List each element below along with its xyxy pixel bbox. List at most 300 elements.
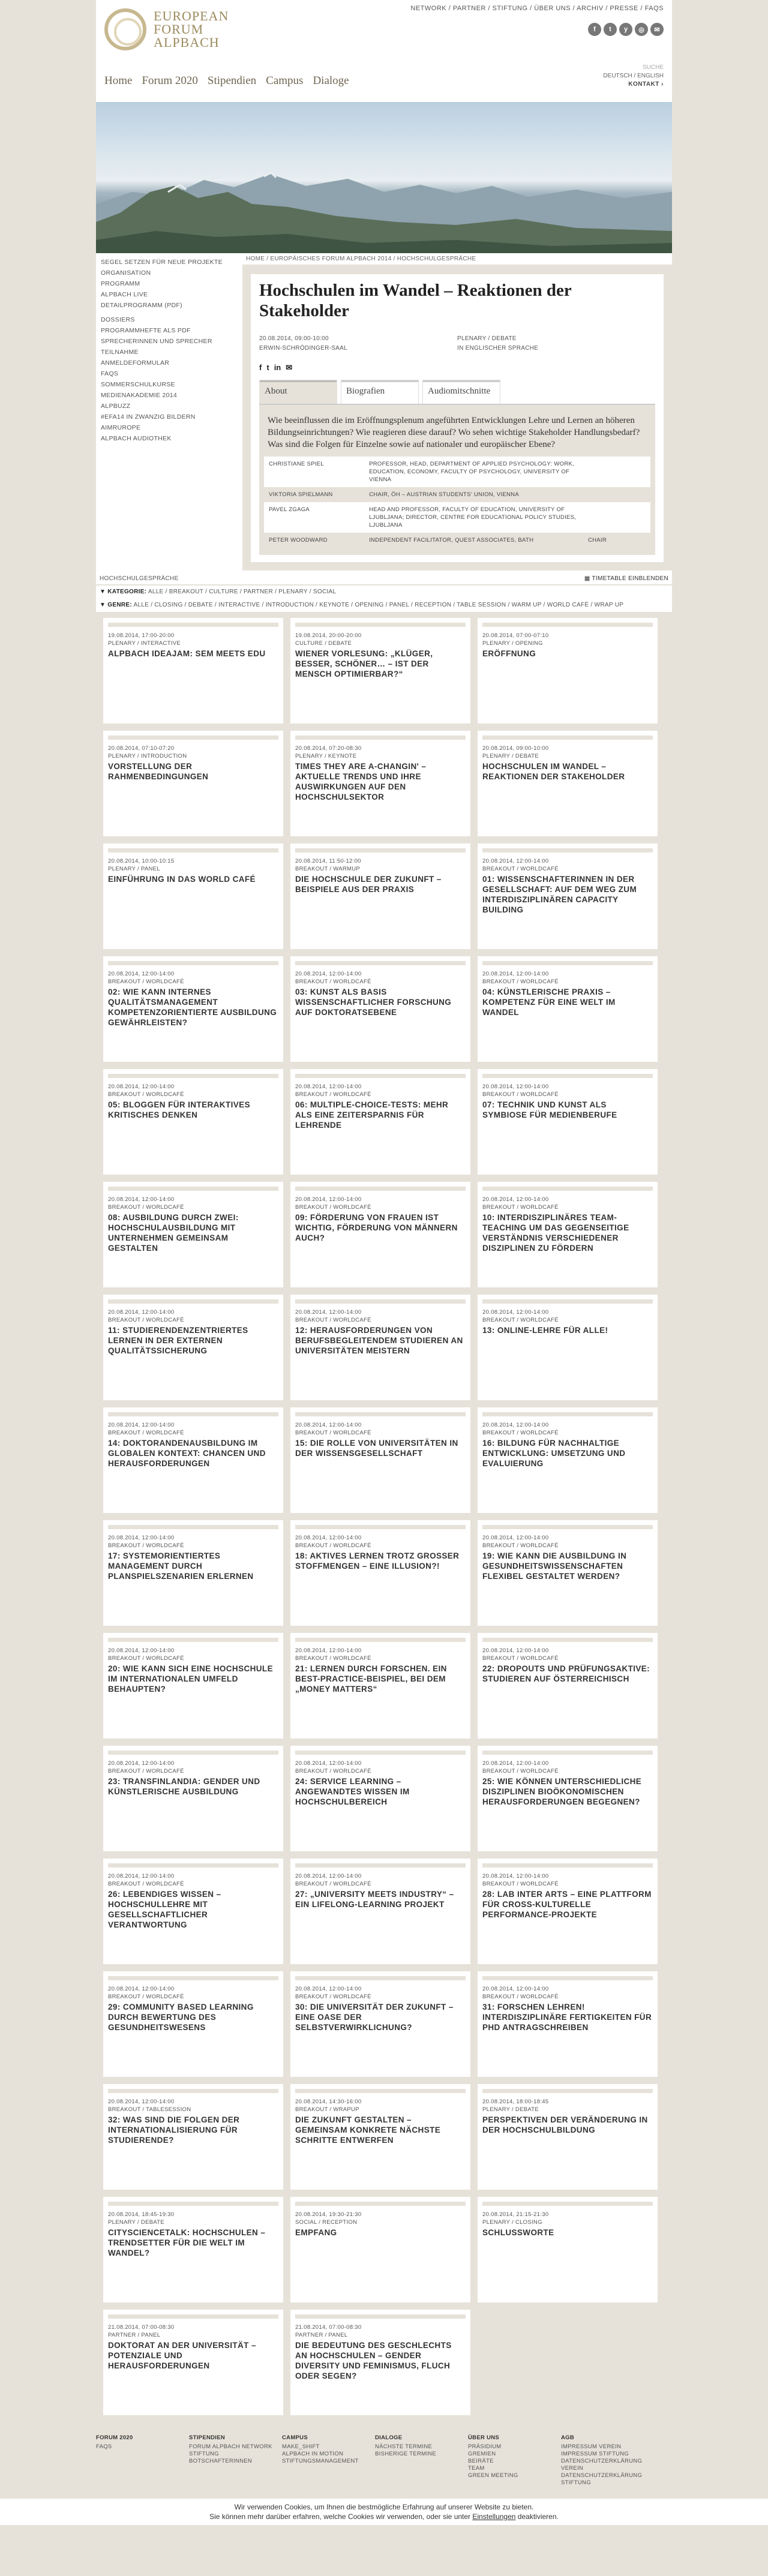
speaker-function	[588, 460, 646, 484]
card-category: BREAKOUT / WORLDCAFÉ	[482, 978, 559, 985]
card-bar	[295, 1412, 466, 1416]
cookie-banner	[0, 2499, 768, 2525]
event-card[interactable]	[103, 1182, 283, 1287]
event-card[interactable]	[478, 618, 658, 723]
card-category: PLENARY / CLOSING	[482, 2219, 542, 2226]
card-title[interactable]: TIMES THEY ARE A-CHANGIN' – AKTUELLE TRENDS UND IHRE AUSWIRKUNGEN AUF DEN HOCHSCHULSEKTOR	[295, 762, 427, 801]
card-title[interactable]: 08: AUSBILDUNG DURCH ZWEI: HOCHSCHULAUSBILDUNG MIT UNTERNEHMEN GEMEINSAM GESTALTEN	[108, 1213, 239, 1253]
card-category: BREAKOUT / WORLDCAFÉ	[295, 1655, 371, 1662]
card-title[interactable]: ERÖFFNUNG	[482, 649, 536, 658]
program-heading: HOCHSCHULGESPRÄCHE	[100, 575, 179, 582]
event-card[interactable]	[478, 1971, 658, 2077]
speaker-row	[264, 502, 650, 533]
event-card[interactable]	[478, 843, 658, 949]
event-question: Wie beeinflussen die im Eröffnungsplenum angeführten Entwicklungen Lehre und Lernen an höheren Bildungseinrichtungen? Wie reagieren diese darauf? Wo sehen wichtige Stakeholder Handlungsbedarf? Was sind die Folgen für Einzelne sowie auf nationaler und europäischer Ebene?	[268, 416, 640, 449]
event-card[interactable]	[478, 956, 658, 1062]
card-time: 20.08.2014, 12:00-14:00	[108, 1647, 175, 1654]
share-bar	[259, 363, 655, 373]
sidenav-item[interactable]: SPRECHERINNEN UND SPRECHER	[101, 338, 212, 345]
speaker-row	[264, 487, 650, 502]
topnav-presse[interactable]: PRESSE	[610, 5, 638, 12]
speaker-name[interactable]: VIKTORIA SPIELMANN	[269, 491, 333, 498]
logo-line-3: ALPBACH	[154, 35, 220, 50]
card-category: PLENARY / INTERACTIVE	[108, 640, 181, 647]
card-bar	[482, 1638, 653, 1642]
footer-heading[interactable]: ÜBER UNS	[468, 2434, 500, 2441]
card-time: 20.08.2014, 12:00-14:00	[482, 1422, 549, 1428]
event-card[interactable]	[103, 1746, 283, 1851]
card-category: BREAKOUT / WORLDCAFÉ	[295, 1881, 371, 1887]
card-title[interactable]: 19: WIE KANN DIE AUSBILDUNG IN GESUNDHEITSWISSENSCHAFTEN FLEXIBEL GESTALTET WERDEN?	[482, 1551, 627, 1581]
speaker-role: PROFESSOR, HEAD, DEPARTMENT OF APPLIED PSYCHOLOGY: WORK, EDUCATION, ECONOMY, FACULTY OF PSYCHOLOGY, UNIVERSITY OF VIENNA	[369, 461, 575, 483]
card-bar	[108, 961, 278, 965]
site-header	[96, 0, 672, 102]
genre-options[interactable]: ALLE / CLOSING / DEBATE / INTERACTIVE / INTRODUCTION / KEYNOTE / OPENING / PANEL / RECEPTION / TABLE SESSION / WARM UP / WORLD CAFÉ / WRAP UP	[133, 602, 624, 608]
card-time: 20.08.2014, 12:00-14:00	[108, 1422, 175, 1428]
event-card[interactable]	[290, 2310, 470, 2415]
event-card[interactable]	[478, 1746, 658, 1851]
sidenav-item[interactable]: PROGRAMMHEFTE ALS PDF	[101, 327, 191, 334]
event-card[interactable]	[478, 1633, 658, 1739]
mainnav-campus[interactable]: Campus	[266, 74, 304, 87]
card-title[interactable]: 01: WISSENSCHAFTERINNEN IN DER GESELLSCHAFT: AUF DEM WEG ZUM INTERDISZIPLINÄREN CAPACITY BUILDING	[482, 875, 637, 914]
footer-column	[189, 2434, 282, 2487]
card-title[interactable]: 04: KÜNSTLERISCHE PRAXIS – KOMPETENZ FÜR EINE WELT IM WANDEL	[482, 987, 616, 1017]
card-bar	[108, 1525, 278, 1529]
footer-heading[interactable]: FORUM 2020	[96, 2434, 133, 2441]
card-category: CULTURE / DEBATE	[295, 640, 352, 647]
card-category: PLENARY / OPENING	[482, 640, 543, 647]
event-card[interactable]	[103, 1069, 283, 1175]
card-bar	[295, 2202, 466, 2206]
event-grid	[96, 612, 672, 2415]
card-title[interactable]: 17: SYSTEMORIENTIERTES MANAGEMENT DURCH PLANSPIELSZENARIEN ERLERNEN	[108, 1551, 254, 1581]
share-twitter-icon[interactable]: t	[266, 363, 269, 372]
card-title[interactable]: 03: KUNST ALS BASIS WISSENSCHAFTLICHER FORSCHUNG AUF DOKTORATSEBENE	[295, 987, 452, 1017]
page-wrapper	[96, 0, 672, 2424]
card-title[interactable]: SCHLUSSWORTE	[482, 2228, 554, 2237]
event-card[interactable]	[103, 2310, 283, 2415]
mainnav-dialoge[interactable]: Dialoge	[313, 74, 349, 87]
card-time: 20.08.2014, 18:00-18:45	[482, 2098, 549, 2105]
card-title[interactable]: 09: FÖRDERUNG VON FRAUEN IST WICHTIG, FÖRDERUNG VON MÄNNERN AUCH?	[295, 1213, 458, 1242]
card-time: 20.08.2014, 09:00-10:00	[482, 745, 549, 752]
card-category: BREAKOUT / WORLDCAFÉ	[295, 1204, 371, 1211]
event-card[interactable]	[290, 1859, 470, 1964]
youtube-icon[interactable]: y	[619, 23, 632, 36]
sidenav-item[interactable]: TEILNAHME	[101, 349, 139, 356]
search-link[interactable]: SUCHE	[642, 64, 664, 71]
card-title[interactable]: 06: MULTIPLE-CHOICE-TESTS: MEHR ALS EINE ZEITERSPARNIS FÜR LEHRENDE	[295, 1100, 449, 1130]
card-title[interactable]: 28: LAB INTER ARTS – EINE PLATTFORM FÜR CROSS-KULTURELLE PERFORMANCE-PROJEKTE	[482, 1890, 652, 1919]
event-card[interactable]	[103, 1859, 283, 1964]
card-category: PARTNER / PANEL	[108, 2332, 161, 2338]
filter-label: GENRE:	[107, 602, 132, 608]
card-time: 20.08.2014, 12:00-14:00	[108, 1309, 175, 1316]
event-article	[251, 274, 664, 562]
logo-line-1: EUROPEAN	[154, 8, 229, 23]
card-category: PLENARY / DEBATE	[108, 2219, 165, 2226]
footer-link[interactable]: PRÄSIDIUM	[468, 2443, 502, 2450]
card-bar	[482, 1525, 653, 1529]
event-card[interactable]	[290, 618, 470, 723]
footer-link[interactable]: FAQS	[96, 2443, 112, 2450]
card-title[interactable]: 23: TRANSFINLANDIA: GENDER UND KÜNSTLERISCHE AUSBILDUNG	[108, 1777, 260, 1796]
event-card[interactable]	[290, 1295, 470, 1400]
share-facebook-icon[interactable]: f	[259, 363, 262, 372]
card-title[interactable]: 21: LERNEN DURCH FORSCHEN. EIN BEST-PRACTICE-BEISPIEL, BEI DEM „MONEY MATTERS“	[295, 1664, 447, 1694]
sidenav-item[interactable]: ANMELDEFORMULAR	[101, 359, 170, 367]
event-card[interactable]	[478, 1520, 658, 1626]
event-card[interactable]	[478, 1069, 658, 1175]
event-card[interactable]	[478, 1182, 658, 1287]
card-title[interactable]: DIE HOCHSCHULE DER ZUKUNFT – BEISPIELE AUS DER PRAXIS	[295, 875, 442, 894]
card-bar	[108, 1299, 278, 1304]
footer-heading[interactable]: STIPENDIEN	[189, 2434, 226, 2441]
card-title[interactable]: 25: WIE KÖNNEN UNTERSCHIEDLICHE DISZIPLINEN BIOÖKONOMISCHEN HERAUSFORDERUNGEN BEGEGNEN?	[482, 1777, 642, 1806]
card-time: 20.08.2014, 12:00-14:00	[295, 1873, 362, 1880]
sidenav-item[interactable]: FAQS	[101, 370, 119, 377]
card-title[interactable]: 07: TECHNIK UND KUNST ALS SYMBIOSE FÜR MEDIENBERUFE	[482, 1100, 617, 1119]
event-card[interactable]	[103, 1971, 283, 2077]
card-category: BREAKOUT / WORLDCAFÉ	[108, 1542, 184, 1549]
event-meta	[259, 334, 655, 353]
mainnav-forum[interactable]: Forum 2020	[142, 74, 198, 87]
sidenav-item[interactable]: DETAILPROGRAMM (PDF)	[101, 302, 182, 309]
card-category: BREAKOUT / WORLDCAFÉ	[108, 1204, 184, 1211]
sidenav-item[interactable]: #EFA14 IN ZWANZIG BILDERN	[101, 413, 196, 421]
card-title[interactable]: CITYSCIENCETALK: HOCHSCHULEN – TRENDSETTER FÜR DIE WELT IM WANDEL?	[108, 2228, 266, 2257]
card-bar	[108, 1863, 278, 1868]
category-options[interactable]: ALLE / BREAKOUT / CULTURE / PARTNER / PLENARY / SOCIAL	[148, 589, 337, 595]
card-bar	[295, 1976, 466, 1980]
card-bar	[482, 1074, 653, 1078]
sidenav-item[interactable]: SEGEL SETZEN FÜR NEUE PROJEKTE	[101, 259, 223, 266]
card-bar	[482, 961, 653, 965]
card-bar	[108, 1187, 278, 1191]
card-time: 19.08.2014, 20:00-20:00	[295, 632, 362, 639]
card-time: 21.08.2014, 07:00-08:30	[108, 2324, 175, 2331]
footer-column	[96, 2434, 189, 2487]
tab-audiomitschnitte[interactable]: Audiomitschnitte	[422, 380, 500, 404]
card-title[interactable]: 14: DOKTORANDENAUSBILDUNG IM GLOBALEN KONTEXT: CHANCEN UND HERAUSFORDERUNGEN	[108, 1439, 266, 1468]
card-category: BREAKOUT / WORLDCAFÉ	[482, 1881, 559, 1887]
sidenav-item[interactable]: PROGRAMM	[101, 280, 140, 287]
event-card[interactable]	[103, 843, 283, 949]
card-bar	[295, 961, 466, 965]
site-footer	[96, 2434, 672, 2499]
card-title[interactable]: DOKTORAT AN DER UNIVERSITÄT – POTENZIALE UND HERAUSFORDERUNGEN	[108, 2341, 256, 2370]
card-time: 20.08.2014, 10:00-10:15	[108, 858, 175, 864]
footer-link[interactable]: STIFTUNG	[189, 2451, 219, 2457]
footer-heading[interactable]: CAMPUS	[282, 2434, 308, 2441]
main-nav	[104, 74, 349, 88]
card-bar	[482, 1299, 653, 1304]
footer-link[interactable]: MAKE_SHIFT	[282, 2443, 320, 2450]
cookie-text-2: Sie können mehr darüber erfahren, welche Cookies wir verwenden, oder sie unter	[209, 2512, 471, 2521]
card-time: 20.08.2014, 07:10-07:20	[108, 745, 175, 752]
event-card[interactable]	[290, 843, 470, 949]
topnav-network[interactable]: NETWORK	[410, 5, 447, 12]
sidenav-item[interactable]: ALPBUZZ	[101, 403, 131, 410]
card-bar	[295, 2089, 466, 2093]
event-card[interactable]	[103, 1407, 283, 1513]
card-category: BREAKOUT / WORLDCAFÉ	[482, 1204, 559, 1211]
card-title[interactable]: VORSTELLUNG DER RAHMENBEDINGUNGEN	[108, 762, 209, 781]
event-card[interactable]	[290, 2197, 470, 2302]
card-time: 20.08.2014, 11:50-12:00	[295, 858, 361, 864]
event-card[interactable]	[103, 1633, 283, 1739]
card-category: SOCIAL / RECEPTION	[295, 2219, 358, 2226]
card-category: BREAKOUT / WORLDCAFÉ	[108, 1881, 184, 1887]
card-time: 20.08.2014, 12:00-14:00	[108, 1083, 175, 1090]
speaker-function	[588, 506, 646, 529]
card-time: 20.08.2014, 12:00-14:00	[108, 2098, 175, 2105]
card-title[interactable]: 26: LEBENDIGES WISSEN – HOCHSCHULLEHRE MIT GESELLSCHAFTLICHER VERANTWORTUNG	[108, 1890, 221, 1929]
event-card[interactable]	[103, 1520, 283, 1626]
footer-column	[375, 2434, 468, 2487]
card-bar	[482, 1976, 653, 1980]
cookie-text: Wir verwenden Cookies, um Ihnen die bestmögliche Erfahrung auf unserer Website zu bieten.	[234, 2503, 534, 2511]
tab-about[interactable]: About	[259, 380, 337, 404]
card-time: 20.08.2014, 12:00-14:00	[295, 1647, 362, 1654]
card-title[interactable]: HOCHSCHULEN IM WANDEL – REAKTIONEN DER STAKEHOLDER	[482, 762, 625, 781]
card-time: 20.08.2014, 07:00-07:10	[482, 632, 549, 639]
event-card[interactable]	[290, 2084, 470, 2190]
footer-link[interactable]: TEAM	[468, 2465, 485, 2472]
card-time: 20.08.2014, 12:00-14:00	[295, 1535, 362, 1541]
speaker-name[interactable]: PETER WOODWARD	[269, 537, 328, 544]
twitter-icon[interactable]: t	[604, 23, 617, 36]
card-category: BREAKOUT / WORLDCAFÉ	[108, 1768, 184, 1775]
card-bar	[108, 2089, 278, 2093]
card-bar	[108, 623, 278, 627]
card-title[interactable]: 20: WIE KANN SICH EINE HOCHSCHULE IM INTERNATIONALEN UMFELD BEHAUPTEN?	[108, 1664, 273, 1694]
footer-link[interactable]: DATENSCHUTZERKLÄRUNG STIFTUNG	[561, 2472, 643, 2486]
sidenav-item[interactable]: ALPBACH AUDIOTHEK	[101, 435, 172, 442]
card-category: BREAKOUT / WORLDCAFÉ	[108, 1993, 184, 2000]
card-bar	[295, 735, 466, 740]
speaker-role: INDEPENDENT FACILITATOR, QUEST ASSOCIATES, BATH	[369, 537, 534, 544]
card-bar	[295, 1187, 466, 1191]
card-title[interactable]: EMPFANG	[295, 2228, 337, 2237]
mainnav-stipendien[interactable]: Stipendien	[207, 74, 257, 87]
topnav-archiv[interactable]: ARCHIV	[577, 5, 604, 12]
timetable-toggle[interactable]: ▦ TIMETABLE EINBLENDEN	[584, 575, 668, 582]
card-bar	[295, 1525, 466, 1529]
card-bar	[108, 848, 278, 852]
card-bar	[482, 623, 653, 627]
card-time: 20.08.2014, 12:00-14:00	[108, 1760, 175, 1767]
event-card[interactable]	[103, 2197, 283, 2302]
card-bar	[108, 1074, 278, 1078]
event-card[interactable]	[103, 1295, 283, 1400]
speaker-name[interactable]: PAVEL ZGAGA	[269, 506, 310, 513]
card-title[interactable]: WIENER VORLESUNG: „KLÜGER, BESSER, SCHÖNER… – IST DER MENSCH OPTIMIERBAR?“	[295, 649, 433, 678]
card-bar	[482, 1863, 653, 1868]
sidenav-item[interactable]: ALPBACH LIVE	[101, 291, 148, 298]
contact-link[interactable]: KONTAKT ›	[628, 81, 664, 88]
topnav-partner[interactable]: PARTNER	[452, 5, 486, 12]
card-bar	[108, 1412, 278, 1416]
event-card[interactable]	[103, 956, 283, 1062]
logo[interactable]	[104, 8, 229, 50]
footer-link[interactable]: BISHERIGE TERMINE	[375, 2451, 437, 2457]
card-time: 21.08.2014, 07:00-08:30	[295, 2324, 362, 2331]
footer-column	[561, 2434, 654, 2487]
card-title[interactable]: 30: DIE UNIVERSITÄT DER ZUKUNFT – EINE OASE DER SELBSTVERWIRKLICHUNG?	[295, 2002, 454, 2032]
card-bar	[295, 1638, 466, 1642]
event-card[interactable]	[290, 1182, 470, 1287]
card-title[interactable]: 13: ONLINE-LEHRE FÜR ALLE!	[482, 1326, 608, 1335]
card-category: BREAKOUT / WORLDCAFÉ	[295, 1768, 371, 1775]
sidenav-item[interactable]: SOMMERSCHULKURSE	[101, 381, 175, 388]
share-email-icon[interactable]: ✉	[286, 363, 293, 372]
event-card[interactable]	[103, 2084, 283, 2190]
event-card[interactable]	[478, 1295, 658, 1400]
footer-link[interactable]: BEIRÄTE	[468, 2458, 494, 2464]
newsletter-icon[interactable]: ✉	[650, 23, 664, 36]
footer-link[interactable]: BOTSCHAFTERINNEN	[189, 2458, 253, 2464]
speaker-row	[264, 533, 650, 548]
facebook-icon[interactable]: f	[588, 23, 601, 36]
card-bar	[295, 1299, 466, 1304]
speaker-name[interactable]: CHRISTIANE SPIEL	[269, 461, 324, 467]
card-category: BREAKOUT / TABLESESSION	[108, 2106, 191, 2113]
footer-link[interactable]: ALPBACH IN MOTION	[282, 2451, 344, 2457]
footer-link[interactable]: GREMIEN	[468, 2451, 496, 2457]
footer-heading[interactable]: DIALOGE	[375, 2434, 403, 2441]
footer-link[interactable]: DATENSCHUTZERKLÄRUNG VEREIN	[561, 2458, 643, 2472]
card-category: BREAKOUT / WORLDCAFÉ	[295, 1430, 371, 1436]
card-title[interactable]: DIE ZUKUNFT GESTALTEN – GEMEINSAM KONKRETE NÄCHSTE SCHRITTE ENTWERFEN	[295, 2115, 441, 2145]
card-title[interactable]: 10: INTERDISZIPLINÄRES TEAM-TEACHING UM DAS GEGENSEITIGE VERSTÄNDNIS VERSCHIEDENER DISZIPLINEN ZU FÖRDERN	[482, 1213, 629, 1253]
footer-link[interactable]: IMPRESSUM STIFTUNG	[561, 2451, 629, 2457]
event-card[interactable]	[103, 618, 283, 723]
event-card[interactable]	[478, 2197, 658, 2302]
card-title[interactable]: PERSPEKTIVEN DER VERÄNDERUNG IN DER HOCHSCHULBILDUNG	[482, 2115, 648, 2134]
card-title[interactable]: 12: HERAUSFORDERUNGEN VON BERUFSBEGLEITENDEM STUDIEREN AN UNIVERSITÄTEN MEISTERN	[295, 1326, 463, 1355]
sidenav-item[interactable]: ORGANISATION	[101, 269, 151, 277]
card-title[interactable]: EINFÜHRUNG IN DAS WORLD CAFÉ	[108, 875, 256, 884]
card-time: 20.08.2014, 12:00-14:00	[108, 1986, 175, 1992]
card-category: BREAKOUT / WORLDCAFÉ	[482, 1430, 559, 1436]
event-card[interactable]	[478, 731, 658, 836]
sidenav-item[interactable]: MEDIENAKADEMIE 2014	[101, 392, 178, 399]
card-category: PLENARY / PANEL	[108, 866, 160, 872]
card-time: 20.08.2014, 12:00-14:00	[482, 1196, 549, 1203]
topnav-ueber-uns[interactable]: ÜBER UNS	[534, 5, 571, 12]
event-card[interactable]	[290, 1520, 470, 1626]
card-category: BREAKOUT / WORLDCAFÉ	[108, 1091, 184, 1098]
card-title[interactable]: 11: STUDIERENDENZENTRIERTES LERNEN IN DER EXTERNEN QUALITÄTSSICHERUNG	[108, 1326, 248, 1355]
card-category: PARTNER / PANEL	[295, 2332, 348, 2338]
share-linkedin-icon[interactable]: in	[274, 363, 281, 372]
card-time: 20.08.2014, 12:00-14:00	[108, 1196, 175, 1203]
topnav-faqs[interactable]: FAQS	[644, 5, 664, 12]
tab-biografien[interactable]: Biografien	[341, 380, 419, 404]
card-title[interactable]: 18: AKTIVES LERNEN TROTZ GROSSER STOFFMENGEN – EINE ILLUSION?!	[295, 1551, 460, 1571]
filter-label: KATEGORIE:	[107, 589, 147, 595]
card-title[interactable]: 29: COMMUNITY BASED LEARNING DURCH BEWERTUNG DES GESUNDHEITSWESENS	[108, 2002, 254, 2032]
card-time: 20.08.2014, 12:00-14:00	[482, 1647, 549, 1654]
sidenav-item[interactable]: DOSSIERS	[101, 316, 135, 323]
speaker-role: CHAIR, ÖH – AUSTRIAN STUDENTS' UNION, VIENNA	[369, 491, 519, 498]
card-bar	[482, 1187, 653, 1191]
card-time: 20.08.2014, 12:00-14:00	[295, 1196, 362, 1203]
program-section	[96, 573, 672, 2424]
card-category: BREAKOUT / WORLDCAFÉ	[482, 1768, 559, 1775]
topnav-stiftung[interactable]: STIFTUNG	[492, 5, 528, 12]
card-category: BREAKOUT / WORLDCAFÉ	[295, 1091, 371, 1098]
card-title[interactable]: 02: WIE KANN INTERNES QUALITÄTSMANAGEMENT KOMPETENZORIENTIERTE AUSBILDUNG GEWÄHRLEISTEN?	[108, 987, 277, 1027]
footer-link[interactable]: STIFTUNGSMANAGEMENT	[282, 2458, 359, 2464]
card-title[interactable]: ALPBACH IDEAJAM: SEM MEETS EDU	[108, 649, 266, 658]
footer-heading[interactable]: AGB	[561, 2434, 575, 2441]
footer-link[interactable]: FORUM ALPBACH NETWORK	[189, 2443, 272, 2450]
logo-line-2: FORUM	[154, 22, 204, 37]
card-category: BREAKOUT / WORLDCAFÉ	[482, 1655, 559, 1662]
footer-link[interactable]: NÄCHSTE TERMINE	[375, 2443, 433, 2450]
event-card[interactable]	[103, 731, 283, 836]
footer-link[interactable]: IMPRESSUM VEREIN	[561, 2443, 622, 2450]
instagram-icon[interactable]: ◎	[635, 23, 648, 36]
event-card[interactable]	[290, 956, 470, 1062]
language-switch[interactable]: DEUTSCH / ENGLISH	[603, 73, 664, 79]
card-time: 20.08.2014, 12:00-14:00	[108, 1535, 175, 1541]
sidenav-item[interactable]: AIMRUROPE	[101, 424, 141, 431]
card-bar	[108, 735, 278, 740]
cookie-settings-link[interactable]: Einstellungen	[472, 2512, 516, 2521]
card-bar	[482, 735, 653, 740]
card-bar	[295, 623, 466, 627]
card-time: 20.08.2014, 12:00-14:00	[482, 1873, 549, 1880]
mountain-panorama	[96, 102, 672, 253]
card-title[interactable]: 05: BLOGGEN FÜR INTERAKTIVES KRITISCHES DENKEN	[108, 1100, 250, 1119]
event-card[interactable]	[290, 1069, 470, 1175]
card-title[interactable]: DIE BEDEUTUNG DES GESCHLECHTS AN HOCHSCHULEN – GENDER DIVERSITY UND FEMINISMUS, FLUCH ODER SEGEN?	[295, 2341, 452, 2380]
card-category: BREAKOUT / WARMUP	[295, 866, 361, 872]
page-title: Hochschulen im Wandel – Reaktionen der Stakeholder	[259, 281, 572, 320]
event-card[interactable]	[478, 1407, 658, 1513]
card-title[interactable]: 22: DROPOUTS UND PRÜFUNGSAKTIVE: STUDIEREN AUF ÖSTERREICHISCH	[482, 1664, 650, 1683]
event-card[interactable]	[290, 1971, 470, 2077]
card-time: 20.08.2014, 12:00-14:00	[482, 1309, 549, 1316]
event-card[interactable]	[290, 1633, 470, 1739]
mainnav-home[interactable]: Home	[104, 74, 133, 87]
hero-image	[96, 102, 672, 253]
event-card[interactable]	[290, 731, 470, 836]
card-title[interactable]: 27: „UNIVERSITY MEETS INDUSTRY“ – EIN LIFELONG-LEARNING PROJEKT	[295, 1890, 454, 1909]
event-language: IN ENGLISCHER SPRACHE	[457, 345, 539, 352]
event-card[interactable]	[290, 1746, 470, 1851]
card-title[interactable]: 16: BILDUNG FÜR NACHHALTIGE ENTWICKLUNG: UMSETZUNG UND EVALUIERUNG	[482, 1439, 626, 1468]
breadcrumb[interactable]: HOME / EUROPÄISCHES FORUM ALPBACH 2014 / HOCHSCHULGESPRÄCHE	[242, 253, 672, 266]
card-title[interactable]: 32: WAS SIND DIE FOLGEN DER INTERNATIONALISIERUNG FÜR STUDIERENDE?	[108, 2115, 240, 2145]
event-card[interactable]	[478, 1859, 658, 1964]
card-time: 20.08.2014, 12:00-14:00	[482, 858, 549, 864]
event-card[interactable]	[478, 2084, 658, 2190]
card-category: BREAKOUT / WORLDCAFÉ	[295, 978, 371, 985]
card-title[interactable]: 31: FORSCHEN LEHREN! INTERDISZIPLINÄRE FERTIGKEITEN FÜR PHD ANTRAGSCHREIBEN	[482, 2002, 652, 2032]
footer-link[interactable]: GREEN MEETING	[468, 2472, 518, 2479]
card-title[interactable]: 24: SERVICE LEARNING – ANGEWANDTES WISSEN IM HOCHSCHULBEREICH	[295, 1777, 410, 1806]
tab-bar	[259, 380, 655, 405]
speaker-role: HEAD AND PROFESSOR, FACULTY OF EDUCATION, UNIVERSITY OF LJUBLJANA; DIRECTOR, CENTRE FOR EDUCATIONAL POLICY STUDIES, LJUBLJANA	[369, 506, 577, 529]
card-category: BREAKOUT / WORLDCAFÉ	[108, 978, 184, 985]
card-title[interactable]: 15: DIE ROLLE VON UNIVERSITÄTEN IN DER WISSENSGESELLSCHAFT	[295, 1439, 458, 1458]
event-card[interactable]	[290, 1407, 470, 1513]
